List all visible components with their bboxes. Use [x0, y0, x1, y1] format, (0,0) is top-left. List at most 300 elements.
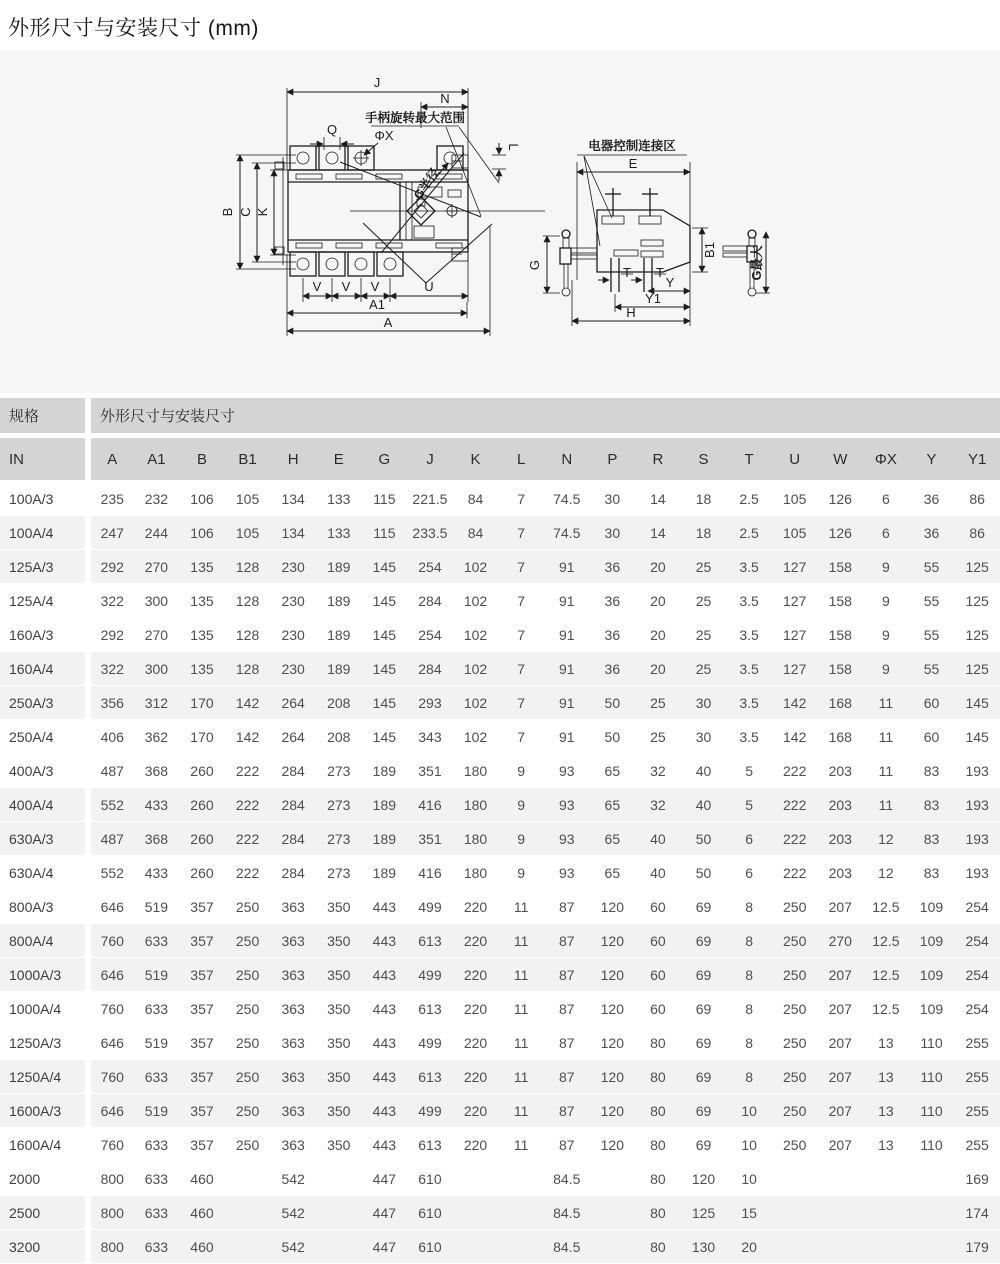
value-cell: 189: [316, 584, 362, 618]
value-cell: 36: [590, 584, 636, 618]
value-cell: 74.5: [544, 481, 590, 516]
side-handle-left: [560, 230, 597, 296]
value-cell: 55: [909, 584, 955, 618]
value-cell: 250: [225, 1026, 271, 1060]
value-cell: 273: [316, 754, 362, 788]
value-cell: 20: [635, 584, 681, 618]
value-cell: 633: [134, 1230, 180, 1264]
value-cell: 368: [134, 822, 180, 856]
value-cell: 93: [544, 822, 590, 856]
value-cell: 247: [88, 516, 134, 550]
value-cell: [498, 1196, 544, 1230]
value-cell: 350: [316, 924, 362, 958]
column-header: B: [179, 436, 225, 482]
value-cell: 12: [863, 822, 909, 856]
value-cell: 69: [681, 1060, 727, 1094]
table-row: [0, 788, 1000, 822]
row-label-cell: 1600A/4: [0, 1128, 88, 1162]
gmax-label: G最大: [750, 245, 764, 281]
value-cell: 350: [316, 1026, 362, 1060]
value-cell: 30: [590, 516, 636, 550]
value-cell: 13: [863, 1060, 909, 1094]
value-cell: 169: [954, 1162, 1000, 1196]
value-cell: 447: [362, 1230, 408, 1264]
value-cell: 145: [362, 686, 408, 720]
value-cell: 760: [88, 1060, 134, 1094]
value-cell: 284: [270, 788, 316, 822]
value-cell: 610: [407, 1230, 453, 1264]
dim-label-phix: ΦX: [374, 128, 394, 143]
value-cell: 106: [179, 516, 225, 550]
value-cell: 102: [453, 584, 499, 618]
value-cell: 109: [909, 924, 955, 958]
value-cell: [453, 1230, 499, 1264]
value-cell: 93: [544, 754, 590, 788]
value-cell: 102: [453, 618, 499, 652]
value-cell: 613: [407, 924, 453, 958]
value-cell: 363: [270, 1060, 316, 1094]
value-cell: 120: [590, 1026, 636, 1060]
value-cell: 250: [772, 992, 818, 1026]
value-cell: 91: [544, 618, 590, 652]
row-label-cell: 3200: [0, 1230, 88, 1264]
value-cell: 145: [362, 584, 408, 618]
value-cell: 519: [134, 890, 180, 924]
value-cell: 50: [681, 856, 727, 890]
value-cell: 115: [362, 481, 408, 516]
value-cell: 250: [225, 890, 271, 924]
value-cell: 244: [134, 516, 180, 550]
row-label-cell: 100A/3: [0, 481, 88, 516]
value-cell: 284: [270, 754, 316, 788]
front-view-drawing: [220, 75, 545, 336]
value-cell: 20: [635, 652, 681, 686]
value-cell: 120: [590, 1128, 636, 1162]
table-row: [0, 1128, 1000, 1162]
column-header: A: [88, 436, 134, 482]
value-cell: 292: [88, 550, 134, 584]
value-cell: 487: [88, 822, 134, 856]
value-cell: 460: [179, 1196, 225, 1230]
value-cell: 357: [179, 992, 225, 1026]
value-cell: 91: [544, 584, 590, 618]
value-cell: 800: [88, 1162, 134, 1196]
value-cell: 207: [818, 1060, 864, 1094]
value-cell: 406: [88, 720, 134, 754]
value-cell: 9: [498, 788, 544, 822]
value-cell: 633: [134, 1060, 180, 1094]
value-cell: 250: [772, 1094, 818, 1128]
row-label-cell: 800A/4: [0, 924, 88, 958]
dim-label-j: J: [373, 75, 381, 90]
value-cell: 350: [316, 958, 362, 992]
value-cell: 254: [954, 890, 1000, 924]
value-cell: 800: [88, 1230, 134, 1264]
value-cell: 50: [681, 822, 727, 856]
value-cell: 168: [818, 686, 864, 720]
column-header: P: [590, 436, 636, 482]
column-header: G: [362, 436, 408, 482]
value-cell: 65: [590, 822, 636, 856]
value-cell: 7: [498, 618, 544, 652]
value-cell: [590, 1162, 636, 1196]
value-cell: 32: [635, 788, 681, 822]
value-cell: 87: [544, 1060, 590, 1094]
value-cell: 443: [362, 1094, 408, 1128]
value-cell: 254: [954, 924, 1000, 958]
value-cell: 189: [362, 856, 408, 890]
dim-label-a: A: [383, 315, 393, 330]
value-cell: 25: [681, 618, 727, 652]
value-cell: 350: [316, 992, 362, 1026]
value-cell: 128: [225, 550, 271, 584]
value-cell: 20: [635, 618, 681, 652]
value-cell: 760: [88, 1128, 134, 1162]
value-cell: 135: [179, 618, 225, 652]
value-cell: 83: [909, 856, 955, 890]
value-cell: 110: [909, 1060, 955, 1094]
value-cell: 350: [316, 1128, 362, 1162]
value-cell: 9: [498, 822, 544, 856]
value-cell: 270: [134, 618, 180, 652]
value-cell: 84.5: [544, 1162, 590, 1196]
page-header: [0, 0, 1000, 50]
dim-label-g: G: [527, 259, 542, 271]
value-cell: [772, 1196, 818, 1230]
value-cell: 3.5: [726, 652, 772, 686]
value-cell: 357: [179, 958, 225, 992]
value-cell: 11: [498, 1060, 544, 1094]
value-cell: 230: [270, 652, 316, 686]
value-cell: 357: [179, 890, 225, 924]
value-cell: 14: [635, 516, 681, 550]
value-cell: 255: [954, 1026, 1000, 1060]
value-cell: 350: [316, 890, 362, 924]
value-cell: 60: [635, 958, 681, 992]
value-cell: 65: [590, 788, 636, 822]
value-cell: 83: [909, 754, 955, 788]
value-cell: 126: [818, 516, 864, 550]
value-cell: 11: [498, 890, 544, 924]
value-cell: 343: [407, 720, 453, 754]
value-cell: 86: [954, 481, 1000, 516]
value-cell: 207: [818, 1026, 864, 1060]
row-label-cell: 630A/4: [0, 856, 88, 890]
table-row: [0, 550, 1000, 584]
value-cell: 250: [772, 924, 818, 958]
value-cell: 250: [772, 1060, 818, 1094]
value-cell: 203: [818, 754, 864, 788]
value-cell: 273: [316, 822, 362, 856]
row-label-cell: 250A/4: [0, 720, 88, 754]
value-cell: 222: [225, 856, 271, 890]
column-header: U: [772, 436, 818, 482]
value-cell: 613: [407, 992, 453, 1026]
value-cell: 128: [225, 652, 271, 686]
value-cell: 12.5: [863, 992, 909, 1026]
value-cell: 646: [88, 890, 134, 924]
value-cell: 203: [818, 822, 864, 856]
value-cell: 193: [954, 856, 1000, 890]
value-cell: 189: [362, 822, 408, 856]
value-cell: 357: [179, 924, 225, 958]
value-cell: 189: [316, 618, 362, 652]
value-cell: 11: [498, 1094, 544, 1128]
value-cell: 25: [635, 686, 681, 720]
value-cell: 125: [954, 584, 1000, 618]
table-row: [0, 652, 1000, 686]
value-cell: 433: [134, 856, 180, 890]
value-cell: [316, 1230, 362, 1264]
value-cell: 193: [954, 754, 1000, 788]
value-cell: [818, 1162, 864, 1196]
value-cell: 260: [179, 788, 225, 822]
value-cell: [225, 1196, 271, 1230]
value-cell: 25: [681, 550, 727, 584]
table-row: [0, 481, 1000, 516]
value-cell: 158: [818, 584, 864, 618]
value-cell: 83: [909, 788, 955, 822]
value-cell: 6: [726, 856, 772, 890]
value-cell: 222: [772, 822, 818, 856]
value-cell: 50: [590, 686, 636, 720]
table-row: [0, 1230, 1000, 1264]
table-row: [0, 618, 1000, 652]
table-row: [0, 720, 1000, 754]
value-cell: 65: [590, 856, 636, 890]
table-group-header-row: [0, 398, 1000, 436]
value-cell: 7: [498, 550, 544, 584]
dim-label-v: V: [341, 279, 351, 294]
value-cell: 36: [590, 618, 636, 652]
value-cell: 87: [544, 1026, 590, 1060]
value-cell: 2.5: [726, 516, 772, 550]
value-cell: 3.5: [726, 584, 772, 618]
value-cell: 106: [179, 481, 225, 516]
value-cell: 7: [498, 584, 544, 618]
value-cell: 12: [863, 856, 909, 890]
value-cell: 102: [453, 550, 499, 584]
value-cell: 9: [863, 550, 909, 584]
value-cell: 633: [134, 1162, 180, 1196]
value-cell: 3.5: [726, 550, 772, 584]
value-cell: 87: [544, 1094, 590, 1128]
row-label-cell: 1000A/3: [0, 958, 88, 992]
column-header: ΦX: [863, 436, 909, 482]
value-cell: 135: [179, 550, 225, 584]
value-cell: 230: [270, 584, 316, 618]
table-row: [0, 584, 1000, 618]
value-cell: 633: [134, 1128, 180, 1162]
value-cell: 83: [909, 822, 955, 856]
value-cell: 168: [818, 720, 864, 754]
value-cell: 145: [954, 686, 1000, 720]
value-cell: 133: [316, 481, 362, 516]
value-cell: 3.5: [726, 618, 772, 652]
value-cell: 357: [179, 1094, 225, 1128]
value-cell: 115: [362, 516, 408, 550]
value-cell: 142: [772, 686, 818, 720]
value-cell: [590, 1230, 636, 1264]
column-header: T: [726, 436, 772, 482]
value-cell: [863, 1162, 909, 1196]
top-terminal-lugs: [290, 146, 463, 170]
value-cell: 87: [544, 1128, 590, 1162]
row-label-cell: 100A/4: [0, 516, 88, 550]
value-cell: 32: [635, 754, 681, 788]
value-cell: 11: [498, 992, 544, 1026]
value-cell: 193: [954, 822, 1000, 856]
value-cell: 7: [498, 720, 544, 754]
value-cell: 145: [362, 652, 408, 686]
value-cell: 105: [772, 481, 818, 516]
value-cell: 134: [270, 516, 316, 550]
column-header: Y: [909, 436, 955, 482]
value-cell: 180: [453, 754, 499, 788]
value-cell: 80: [635, 1196, 681, 1230]
value-cell: 120: [590, 1094, 636, 1128]
value-cell: 264: [270, 686, 316, 720]
value-cell: 443: [362, 992, 408, 1026]
value-cell: 180: [453, 856, 499, 890]
value-cell: 443: [362, 958, 408, 992]
value-cell: 60: [635, 924, 681, 958]
value-cell: 207: [818, 992, 864, 1026]
value-cell: 128: [225, 618, 271, 652]
value-cell: 633: [134, 1196, 180, 1230]
value-cell: 416: [407, 788, 453, 822]
value-cell: 357: [179, 1026, 225, 1060]
value-cell: 542: [270, 1162, 316, 1196]
spec-group-header: 规格: [0, 398, 88, 436]
dimensions-table: [0, 398, 1000, 1264]
value-cell: 254: [954, 958, 1000, 992]
table-row: [0, 1094, 1000, 1128]
value-cell: 145: [954, 720, 1000, 754]
value-cell: 11: [498, 924, 544, 958]
value-cell: 260: [179, 822, 225, 856]
value-cell: 254: [407, 618, 453, 652]
value-cell: 36: [590, 550, 636, 584]
value-cell: 260: [179, 754, 225, 788]
value-cell: 55: [909, 550, 955, 584]
value-cell: 91: [544, 720, 590, 754]
value-cell: 110: [909, 1128, 955, 1162]
value-cell: 9: [863, 652, 909, 686]
value-cell: 142: [225, 720, 271, 754]
value-cell: 250: [225, 1094, 271, 1128]
value-cell: 254: [954, 992, 1000, 1026]
value-cell: 250: [225, 1060, 271, 1094]
value-cell: 447: [362, 1162, 408, 1196]
value-cell: 180: [453, 822, 499, 856]
value-cell: 135: [179, 652, 225, 686]
value-cell: 69: [681, 958, 727, 992]
value-cell: 189: [362, 788, 408, 822]
value-cell: 12.5: [863, 924, 909, 958]
value-cell: 189: [316, 652, 362, 686]
value-cell: 7: [498, 686, 544, 720]
value-cell: 80: [635, 1162, 681, 1196]
value-cell: 93: [544, 856, 590, 890]
value-cell: 368: [134, 754, 180, 788]
value-cell: 646: [88, 1094, 134, 1128]
value-cell: 9: [498, 754, 544, 788]
dim-label-c: C: [238, 207, 253, 217]
value-cell: 69: [681, 1026, 727, 1060]
value-cell: 220: [453, 992, 499, 1026]
value-cell: 55: [909, 618, 955, 652]
row-label-cell: 800A/3: [0, 890, 88, 924]
value-cell: 542: [270, 1230, 316, 1264]
dimension-drawings-panel: [0, 50, 1000, 393]
value-cell: 158: [818, 652, 864, 686]
table-row: [0, 1060, 1000, 1094]
value-cell: 158: [818, 550, 864, 584]
dim-label-y: Y: [665, 275, 675, 290]
value-cell: [909, 1230, 955, 1264]
table-row: [0, 686, 1000, 720]
value-cell: 11: [863, 686, 909, 720]
value-cell: 120: [590, 1060, 636, 1094]
value-cell: 3.5: [726, 720, 772, 754]
value-cell: 11: [498, 1128, 544, 1162]
value-cell: 8: [726, 1026, 772, 1060]
column-header: Y1: [954, 436, 1000, 482]
value-cell: 230: [270, 550, 316, 584]
dim-label-b1: B1: [702, 242, 717, 258]
value-cell: 120: [590, 992, 636, 1026]
value-cell: 142: [225, 686, 271, 720]
value-cell: 91: [544, 686, 590, 720]
dim-label-v: V: [370, 279, 380, 294]
value-cell: 69: [681, 924, 727, 958]
page-title: 外形尺寸与安装尺寸 (mm): [8, 17, 259, 40]
value-cell: 351: [407, 822, 453, 856]
value-cell: 120: [681, 1162, 727, 1196]
value-cell: [316, 1162, 362, 1196]
value-cell: 232: [134, 481, 180, 516]
value-cell: 127: [772, 652, 818, 686]
value-cell: 250: [772, 1128, 818, 1162]
value-cell: 460: [179, 1230, 225, 1264]
value-cell: [498, 1162, 544, 1196]
value-cell: 322: [88, 652, 134, 686]
value-cell: 633: [134, 924, 180, 958]
value-cell: 93: [544, 788, 590, 822]
value-cell: 102: [453, 720, 499, 754]
table-row: [0, 1026, 1000, 1060]
value-cell: 10: [726, 1162, 772, 1196]
table-row: [0, 924, 1000, 958]
value-cell: 20: [635, 550, 681, 584]
value-cell: 362: [134, 720, 180, 754]
value-cell: 102: [453, 652, 499, 686]
value-cell: 14: [635, 481, 681, 516]
value-cell: 255: [954, 1128, 1000, 1162]
value-cell: [498, 1230, 544, 1264]
value-cell: [909, 1196, 955, 1230]
value-cell: 264: [270, 720, 316, 754]
value-cell: 207: [818, 958, 864, 992]
value-cell: 170: [179, 720, 225, 754]
dim-label-l: L: [506, 143, 521, 151]
value-cell: 189: [316, 550, 362, 584]
value-cell: 65: [590, 754, 636, 788]
value-cell: 250: [772, 1026, 818, 1060]
value-cell: 128: [225, 584, 271, 618]
value-cell: 646: [88, 1026, 134, 1060]
